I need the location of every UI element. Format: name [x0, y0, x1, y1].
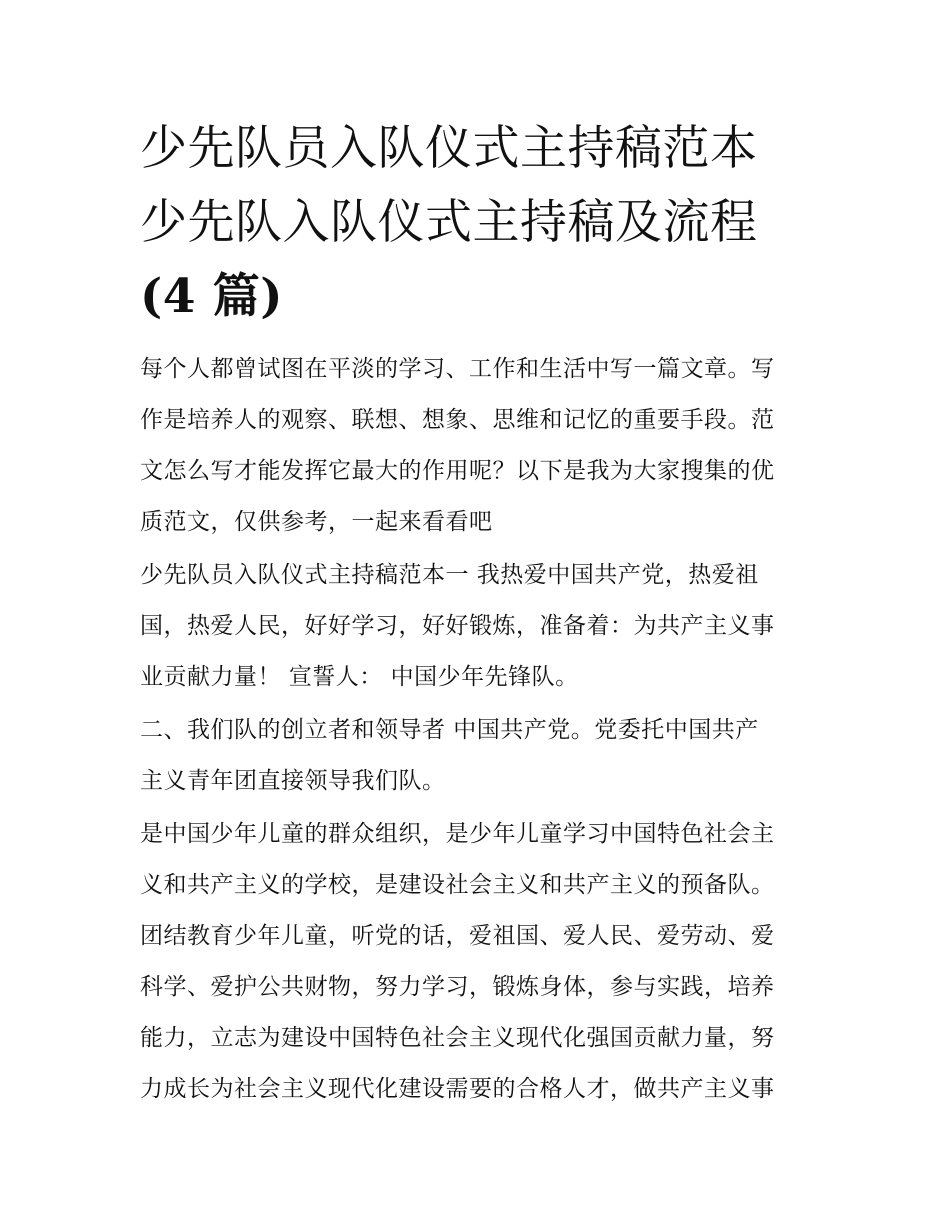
text-line: 科学、爱护公共财物，努力学习，锻炼身体，参与实践，培养	[140, 974, 775, 1000]
text-line: 少先队员入队仪式主持稿范本一 我热爱中国共产党，热爱祖	[140, 562, 759, 588]
oath-paragraph	[140, 550, 812, 703]
text-line: 义和共产主义的学校，是建设社会主义和共产主义的预备队。	[140, 872, 775, 898]
document-content	[140, 112, 812, 1117]
text-line: 二、我们队的创立者和领导者 中国共产党。党委托中国共产	[140, 717, 759, 743]
text-line: 文怎么写才能发挥它最大的作用呢？以下是我为大家搜集的优	[140, 458, 775, 484]
text-line: 每个人都曾试图在平淡的学习、工作和生活中写一篇文章。写	[140, 356, 775, 382]
title-line: 少先队员入队仪式主持稿范本	[140, 121, 758, 176]
document-title	[140, 112, 812, 334]
text-line: 业贡献力量！ 宣誓人： 中国少年先锋队。	[140, 664, 579, 690]
title-line: 少先队入队仪式主持稿及流程	[140, 195, 758, 250]
title-line: (4 篇)	[140, 269, 284, 324]
text-line: 力成长为社会主义现代化建设需要的合格人才，做共产主义事	[140, 1076, 775, 1102]
text-line: 是中国少年儿童的群众组织，是少年儿童学习中国特色社会主	[140, 821, 775, 847]
text-line: 团结教育少年儿童，听党的话，爱祖国、爱人民、爱劳动、爱	[140, 923, 775, 949]
text-line: 能力，立志为建设中国特色社会主义现代化强国贡献力量，努	[140, 1025, 775, 1051]
founder-paragraph	[140, 705, 812, 807]
organization-paragraph	[140, 809, 812, 1115]
intro-paragraph	[140, 344, 812, 548]
text-line: 质范文，仅供参考，一起来看看吧	[140, 509, 493, 535]
text-line: 国，热爱人民，好好学习，好好锻炼，准备着：为共产主义事	[140, 613, 775, 639]
text-line: 主义青年团直接领导我们队。	[140, 768, 446, 794]
text-line: 作是培养人的观察、联想、想象、思维和记忆的重要手段。范	[140, 407, 775, 433]
